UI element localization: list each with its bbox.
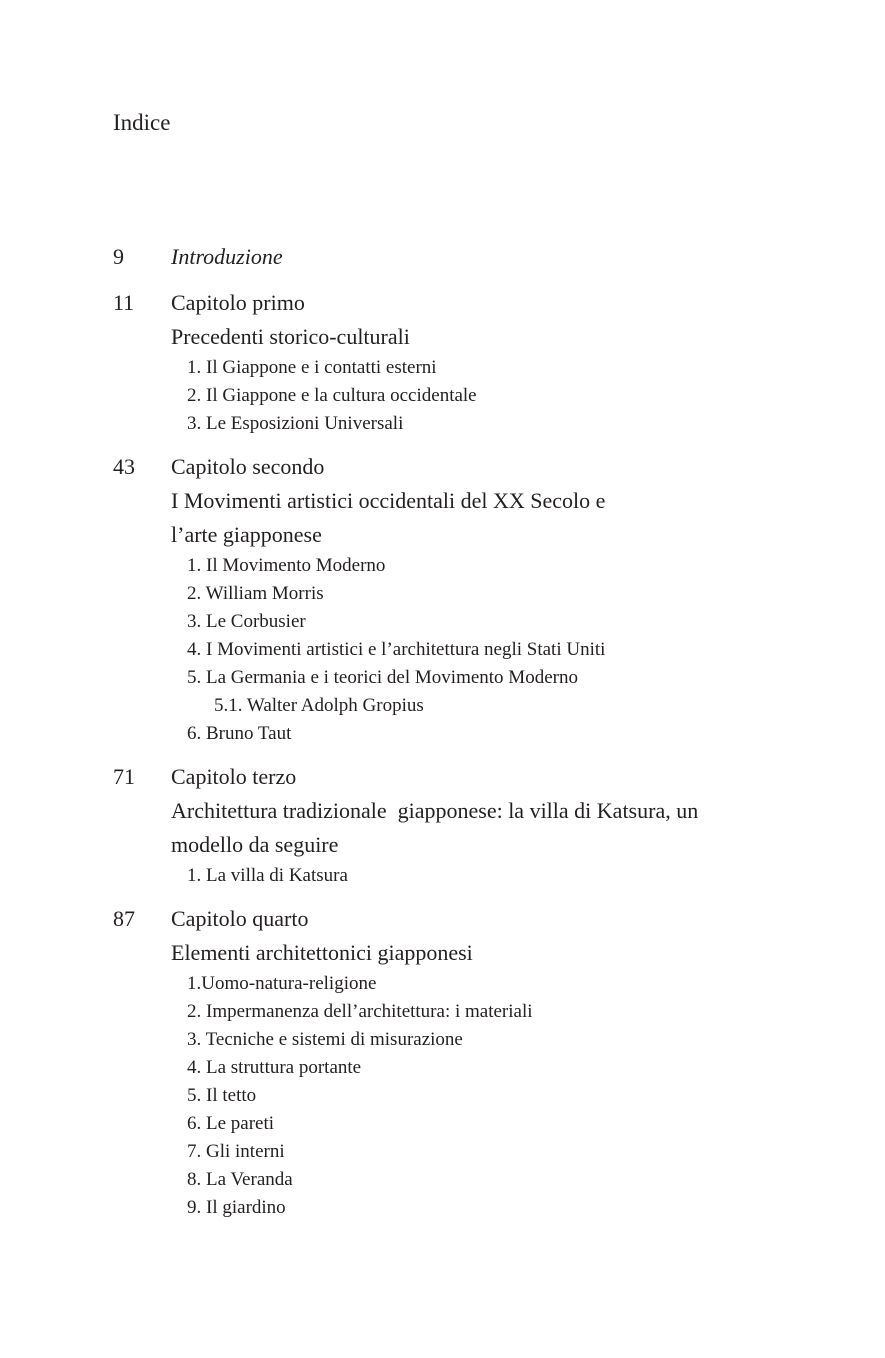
- section-item[interactable]: 5. Il tetto: [187, 1085, 257, 1106]
- toc-entry-chapter-2[interactable]: [113, 450, 813, 748]
- section-item[interactable]: 2. Il Giappone e la cultura occidentale: [187, 385, 477, 406]
- section-item[interactable]: 8. La Veranda: [187, 1169, 293, 1190]
- section-item[interactable]: 3. Le Corbusier: [187, 611, 306, 632]
- section-item[interactable]: 1. Il Movimento Moderno: [187, 555, 386, 576]
- section-item[interactable]: 2. Impermanenza dell’architettura: i materiali: [187, 1001, 533, 1022]
- section-list: [187, 970, 813, 1222]
- toc-entry-chapter-3[interactable]: [113, 760, 813, 890]
- page-number: 11: [113, 290, 135, 315]
- section-item[interactable]: 1. La villa di Katsura: [187, 865, 348, 886]
- toc-entry-chapter-1[interactable]: [113, 286, 813, 438]
- section-list: [187, 354, 813, 438]
- section-item[interactable]: 3. Tecniche e sistemi di misurazione: [187, 1029, 463, 1050]
- section-item[interactable]: 6. Le pareti: [187, 1113, 275, 1134]
- chapter-label: Capitolo secondo: [171, 454, 325, 479]
- section-item[interactable]: 1.Uomo-natura-religione: [187, 973, 377, 994]
- page-number: 71: [113, 764, 135, 789]
- table-of-contents: [113, 240, 813, 1234]
- chapter-title-continued: modello da seguire: [171, 832, 339, 857]
- subsection-item[interactable]: 5.1. Walter Adolph Gropius: [214, 695, 424, 716]
- chapter-title-continued: l’arte giapponese: [171, 522, 322, 547]
- chapter-title: I Movimenti artistici occidentali del XX Secolo e: [171, 488, 606, 513]
- section-item[interactable]: 3. Le Esposizioni Universali: [187, 413, 404, 434]
- page-number: 87: [113, 906, 135, 931]
- chapter-label: Capitolo primo: [171, 290, 305, 315]
- section-item[interactable]: 1. Il Giappone e i contatti esterni: [187, 357, 437, 378]
- section-item[interactable]: 9. Il giardino: [187, 1197, 286, 1218]
- section-list: [187, 552, 813, 748]
- page-number: 9: [113, 244, 124, 269]
- chapter-title: Precedenti storico-culturali: [171, 324, 410, 349]
- chapter-label: Capitolo quarto: [171, 906, 309, 931]
- toc-entry-chapter-4[interactable]: [113, 902, 813, 1222]
- section-item[interactable]: 7. Gli interni: [187, 1141, 285, 1162]
- chapter-title: Elementi architettonici giapponesi: [171, 940, 473, 965]
- section-item[interactable]: 4. La struttura portante: [187, 1057, 362, 1078]
- section-item[interactable]: 6. Bruno Taut: [187, 723, 292, 744]
- section-item[interactable]: 2. William Morris: [187, 583, 324, 604]
- chapter-label: Introduzione: [171, 244, 283, 269]
- page-title: Indice: [113, 110, 171, 135]
- section-item[interactable]: 5. La Germania e i teorici del Movimento Moderno: [187, 667, 578, 688]
- chapter-label: Capitolo terzo: [171, 764, 297, 789]
- chapter-title: Architettura tradizionale giapponese: la villa di Katsura, un: [171, 798, 699, 823]
- page-number: 43: [113, 454, 135, 479]
- section-list: [187, 862, 813, 890]
- section-item[interactable]: 4. I Movimenti artistici e l’architettura negli Stati Uniti: [187, 639, 606, 660]
- toc-entry-introduction[interactable]: [113, 240, 813, 274]
